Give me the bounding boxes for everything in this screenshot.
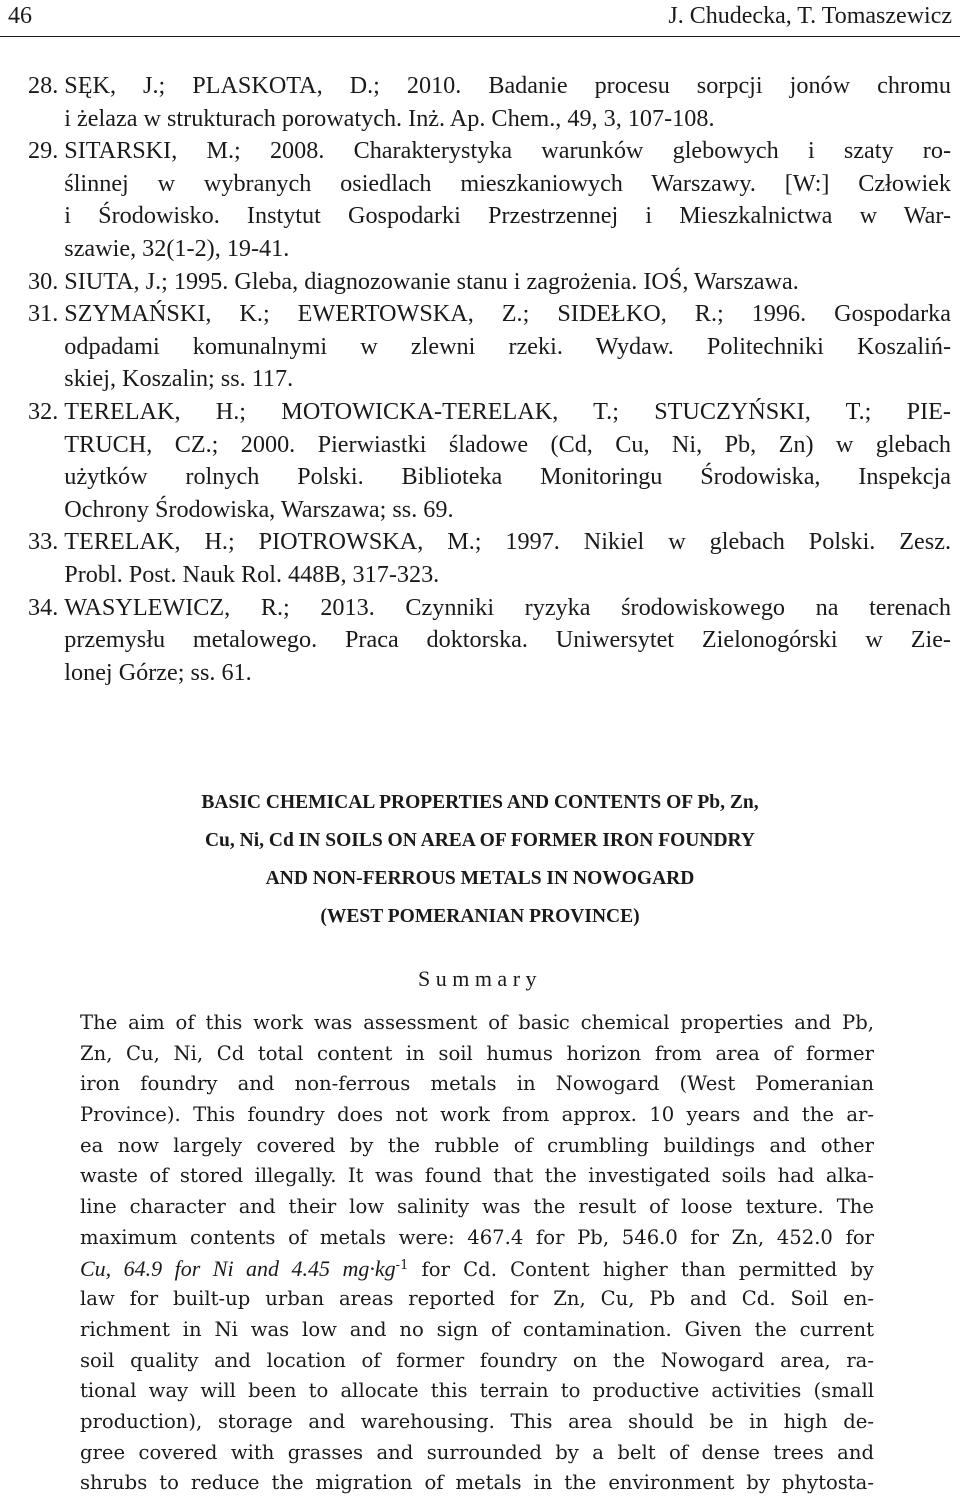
abstract-line: The aim of this work was assessment of basic chemical properties and Pb,: [80, 1011, 874, 1034]
reference-item: [28, 396, 951, 526]
article-title: [0, 784, 960, 936]
reference-number: 29.: [28, 137, 65, 165]
reference-line: i Środowisko. Instytut Gospodarki Przestrzennej i Mieszkalnictwa w War-: [64, 202, 951, 230]
title-line: AND NON-FERROUS METALS IN NOWOGARD: [265, 868, 695, 889]
reference-number: 32.: [28, 397, 65, 425]
summary-heading: Summary: [417, 966, 543, 991]
reference-number: 34.: [28, 593, 65, 621]
reference-line: użytków rolnych Polski. Biblioteka Monitoringu Środowiska, Inspekcja: [64, 463, 951, 491]
abstract-run: for Cd. Content higher than permitted by: [408, 1257, 874, 1281]
page-number: 46: [8, 3, 32, 29]
reference-number: 31.: [28, 300, 65, 328]
abstract-line: soil quality and location of former foundry on the Nowogard area, ra-: [80, 1348, 874, 1372]
running-head: J. Chudecka, T. Tomaszewicz: [668, 3, 952, 29]
abstract-line: line character and their low salinity was the result of loose texture. The: [80, 1195, 874, 1219]
reference-item: [28, 592, 951, 690]
reference-item: [28, 70, 951, 135]
title-line: BASIC CHEMICAL PROPERTIES AND CONTENTS OF Pb, Zn,: [201, 792, 759, 813]
page-header: [0, 0, 960, 38]
reference-line: TERELAK, H.; PIOTROWSKA, M.; 1997. Nikiel w glebach Polski. Zesz.: [64, 528, 951, 556]
reference-line: szawie, 32(1-2), 19-41.: [64, 234, 290, 262]
abstract-line: waste of stored illegally. It was found that the investigated soils had alka-: [80, 1164, 874, 1188]
abstract-italic-run: Cu, 64.9 for Ni and 4.45 mg·kg: [80, 1255, 396, 1281]
title-line: (WEST POMERANIAN PROVINCE): [320, 906, 640, 927]
reference-line: WASYLEWICZ, R.; 2013. Czynniki ryzyka środowiskowego na terenach: [64, 593, 951, 621]
abstract-line: richment in Ni was low and no sign of contamination. Given the current: [80, 1317, 874, 1341]
reference-text: [64, 298, 951, 396]
reference-line: SITARSKI, M.; 2008. Charakterystyka warunków glebowych i szaty ro-: [64, 137, 951, 165]
reference-line: ślinnej w wybranych osiedlach mieszkaniowych Warszawy. [W:] Człowiek: [64, 169, 951, 197]
reference-text: [64, 526, 951, 591]
abstract-line: shrubs to reduce the migration of metals in the environment by phytosta-: [80, 1471, 874, 1495]
abstract-line: iron foundry and non-ferrous metals in Nowogard (West Pomeranian: [80, 1072, 874, 1096]
abstract-line: ea now largely covered by the rubble of crumbling buildings and other: [80, 1133, 874, 1157]
abstract-text: [80, 1008, 874, 1499]
title-line: Cu, Ni, Cd IN SOILS ON AREA OF FORMER IRON FOUNDRY: [204, 830, 756, 851]
reference-line: SĘK, J.; PLASKOTA, D.; 2010. Badanie procesu sorpcji jonów chromu: [64, 72, 951, 99]
reference-number: 33.: [28, 528, 65, 556]
reference-text: [64, 266, 951, 299]
reference-item: [28, 526, 951, 591]
reference-line: lonej Górze; ss. 61.: [64, 658, 252, 686]
reference-line: SIUTA, J.; 1995. Gleba, diagnozowanie stanu i zagrożenia. IOŚ, Warszawa.: [64, 267, 799, 295]
reference-line: TRUCH, CZ.; 2000. Pierwiastki śladowe (Cd, Cu, Ni, Pb, Zn) w glebach: [64, 430, 951, 458]
abstract-line: Province). This foundry does not work from approx. 10 years and the ar-: [80, 1103, 874, 1127]
abstract-line: maximum contents of metals were: 467.4 for Pb, 546.0 for Zn, 452.0 for: [80, 1225, 874, 1249]
reference-item: [28, 135, 951, 265]
abstract-line: [80, 1254, 874, 1285]
reference-line: skiej, Koszalin; ss. 117.: [64, 365, 294, 393]
reference-line: Ochrony Środowiska, Warszawa; ss. 69.: [64, 495, 454, 523]
reference-item: [28, 266, 951, 299]
reference-line: i żelaza w strukturach porowatych. Inż. Ap. Chem., 49, 3, 107-108.: [64, 104, 715, 132]
abstract-line: gree covered with grasses and surrounded by a belt of dense trees and: [80, 1440, 874, 1464]
reference-line: TERELAK, H.; MOTOWICKA-TERELAK, T.; STUCZYŃSKI, T.; PIE-: [64, 397, 951, 425]
reference-text: [64, 396, 951, 526]
reference-line: przemysłu metalowego. Praca doktorska. Uniwersytet Zielonogórski w Zie-: [64, 626, 951, 654]
reference-line: SZYMAŃSKI, K.; EWERTOWSKA, Z.; SIDEŁKO, R.; 1996. Gospodarka: [64, 300, 951, 328]
abstract-line: production), storage and warehousing. This area should be in high de-: [80, 1409, 874, 1433]
reference-text: [64, 592, 951, 690]
abstract-line: Zn, Cu, Ni, Cd total content in soil humus horizon from area of former: [80, 1041, 874, 1065]
reference-item: [28, 298, 951, 396]
reference-number: 30.: [28, 267, 65, 295]
abstract-line: tional way will been to allocate this terrain to productive activities (small: [80, 1379, 874, 1403]
reference-text: [64, 135, 951, 265]
reference-line: Probl. Post. Nauk Rol. 448B, 317-323.: [64, 560, 440, 588]
reference-text: [64, 70, 951, 135]
reference-list: [28, 70, 951, 689]
abstract-line: law for built-up urban areas reported for Zn, Cu, Pb and Cd. Soil en-: [80, 1287, 874, 1311]
header-rule: [0, 36, 960, 37]
abstract-superscript: -1: [395, 1257, 409, 1273]
reference-line: odpadami komunalnymi w zlewni rzeki. Wydaw. Politechniki Koszaliń-: [64, 332, 951, 360]
reference-number: 28.: [28, 72, 65, 99]
